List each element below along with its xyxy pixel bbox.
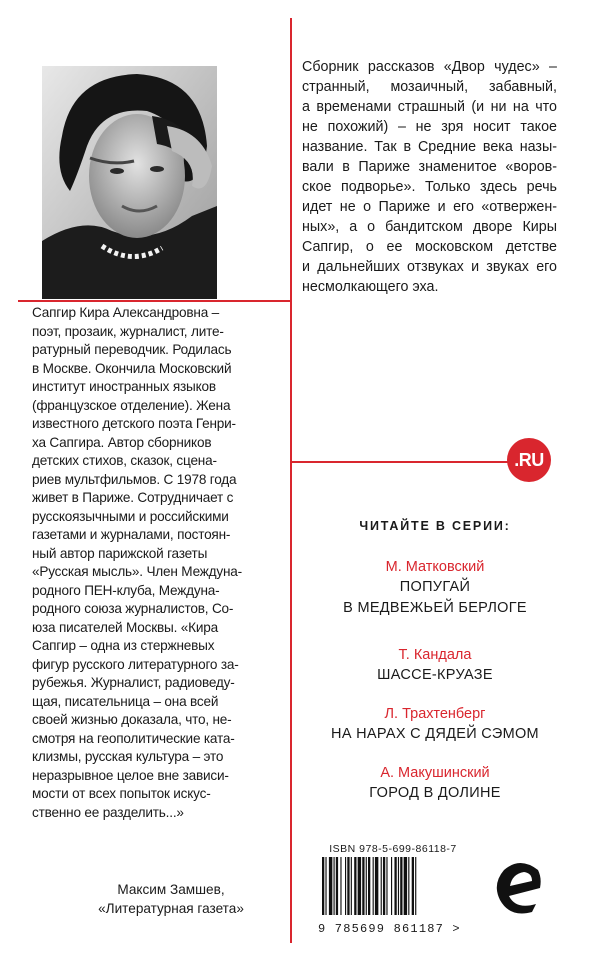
series-heading: ЧИТАЙТЕ В СЕРИИ:: [359, 519, 511, 533]
description-line: название. Так в Средние века назы-: [302, 139, 557, 155]
description-line: идет не о Париже и его «отвержен-: [302, 199, 557, 215]
publisher-logo-icon: [492, 858, 548, 918]
book-author: М. Матковский: [385, 559, 485, 575]
bio-line: газетами и журналами, постоян-: [32, 527, 231, 542]
series-book-4: [300, 763, 570, 804]
bio-line: детских стихов, сказок, сцена-: [32, 453, 217, 468]
series-book-1: [300, 557, 570, 619]
book-title-line: ПОПУГАЙ: [399, 579, 471, 595]
bio-line: риев мультфильмов. С 1978 года: [32, 471, 237, 487]
book-title-line: ГОРОД В ДОЛИНЕ: [369, 785, 501, 801]
bio-line: в Москве. Окончила Московский: [32, 360, 232, 376]
description-line: Сборник рассказов «Двор чудес» –: [302, 59, 557, 75]
author-biography: [32, 304, 282, 822]
book-title-line: НА НАРАХ С ДЯДЕЙ СЭМОМ: [331, 726, 539, 742]
description-line: и дальнейших отзвуках и звуках его: [302, 259, 557, 275]
quote-signature: [60, 880, 282, 918]
bio-line: институт иностранных языков: [32, 379, 216, 394]
book-author: А. Макушинский: [380, 765, 490, 781]
bio-line: (французское отделение). Жена: [32, 397, 231, 413]
bio-line: ха Сапгира. Автор сборников: [32, 434, 212, 450]
isbn-barcode: [318, 843, 468, 936]
description-line: не похожий) – не зря носит такое: [302, 119, 557, 135]
isbn-label: ISBN 978-5-699-86118-7: [329, 843, 457, 855]
description-line: несмолкающего эха.: [302, 279, 439, 295]
author-portrait: [42, 66, 217, 299]
bio-line: мости от всех попыток искус-: [32, 786, 211, 801]
vertical-divider: [290, 18, 292, 943]
bio-line: известного детского поэта Генри-: [32, 416, 236, 431]
book-author: Л. Трахтенберг: [384, 706, 486, 722]
bio-line: живет в Париже. Сотрудничает с: [32, 490, 234, 505]
bio-line: Сапгир Кира Александровна –: [32, 305, 219, 320]
bio-line: ственно ее разделить...»: [32, 804, 184, 820]
bio-line: неразрывное целое вне зависи-: [32, 767, 229, 783]
bio-line: рубежья. Журналист, радиоведу-: [32, 675, 235, 690]
book-description: [302, 57, 557, 297]
bio-line: «Русская мысль». Член Междуна-: [32, 564, 242, 579]
series-book-3: [300, 704, 570, 745]
barcode-bars-icon: [318, 857, 468, 917]
series-book-2: [300, 645, 570, 686]
bio-line: ный автор парижской газеты: [32, 545, 208, 561]
bio-line: ратурный переводчик. Родилась: [32, 342, 232, 357]
left-horizontal-divider: [18, 300, 290, 302]
bio-line: своей жизнью доказала, что, не-: [32, 712, 232, 727]
bio-line: юза писателей Москвы. «Кира: [32, 619, 218, 635]
book-author: Т. Кандала: [398, 647, 472, 663]
ru-badge-icon: .RU: [507, 438, 551, 482]
bio-line: щая, писательница – она всей: [32, 693, 219, 709]
book-title-line: В МЕДВЕЖЬЕЙ БЕРЛОГЕ: [343, 600, 527, 616]
bio-line: поэт, прозаик, журналист, лите-: [32, 323, 224, 339]
book-title-line: ШАССЕ-КРУАЗЕ: [377, 667, 493, 683]
description-line: странный, мозаичный, забавный,: [302, 79, 557, 95]
signature-name: Максим Замшев,: [117, 882, 225, 897]
description-line: а временами страшный (и ни на что: [302, 99, 557, 115]
bio-line: русскоязычными и российскими: [32, 508, 229, 524]
description-line: вали в Париже знаменитое «воров-: [302, 159, 557, 175]
bio-line: Сапгир – одна из стержневых: [32, 638, 215, 653]
bio-line: родного союза журналистов, Со-: [32, 601, 234, 616]
description-line: Сапгир, о ее московском детстве: [302, 239, 557, 255]
description-line: ское подворье». Только здесь речь: [302, 179, 557, 195]
bio-line: клизмы, русская культура – это: [32, 749, 224, 764]
bio-line: смотря на геополитические ката-: [32, 730, 235, 746]
barcode-digits: 9 785699 861187 >: [318, 922, 461, 936]
description-line: ных», а о бандитском дворе Киры: [302, 219, 557, 235]
bio-line: родного ПЕН-клуба, Междуна-: [32, 582, 220, 598]
bio-line: фигур русского литературного за-: [32, 656, 239, 672]
signature-source: «Литературная газета»: [98, 901, 244, 916]
